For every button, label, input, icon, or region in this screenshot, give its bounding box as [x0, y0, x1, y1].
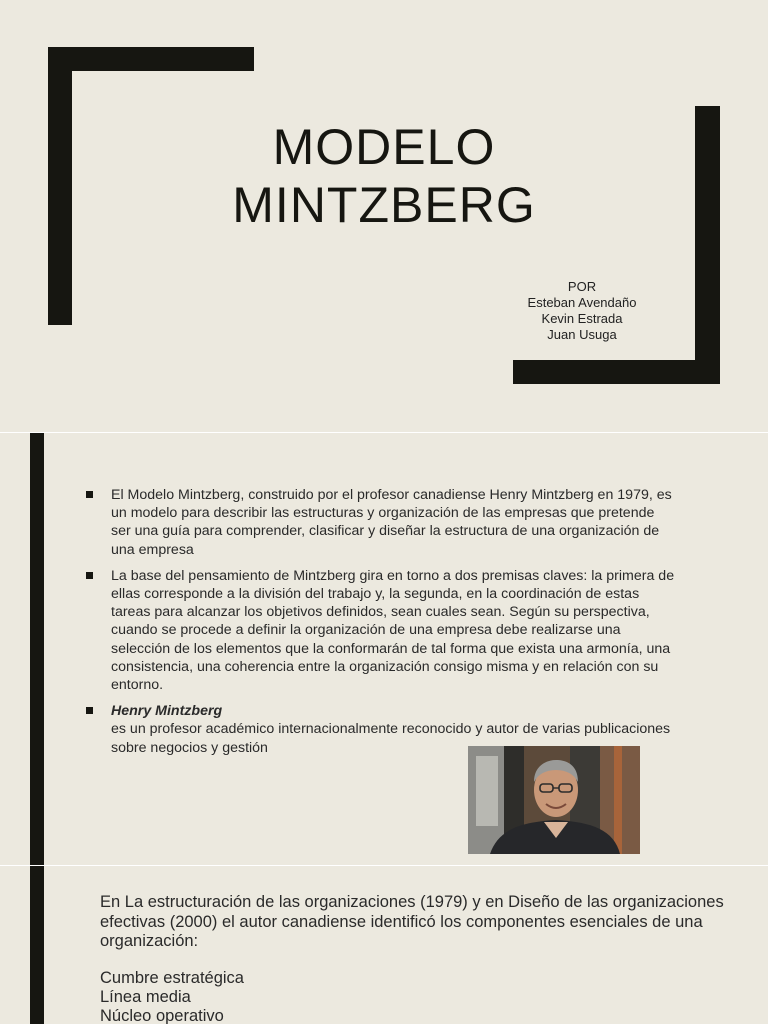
components-slide [0, 866, 768, 1024]
bullet-item [86, 486, 676, 559]
frame-top-left-horizontal [48, 47, 254, 71]
left-accent-bar [30, 433, 44, 865]
authors-block [482, 279, 682, 343]
square-bullet-icon [86, 707, 93, 714]
bullet-item [86, 567, 676, 694]
author-name: Juan Usuga [547, 327, 617, 342]
bullet-text: La base del pensamiento de Mintzberg gira en torno a dos premisas claves: la primera de ellas corresponde a la división del trabajo y, la segunda, en la coordinación de estas tareas para alcanzar los objetivos definidos, sean cuales sean. Según su perspectiva, cuando se procede a definir la organización de una empresa debe realizarse una selección de los elementos que la conformarán de tal forma que exista una armonía, una consistencia, una coherencia entre la organización consigo misma y en relación con su entorno. [111, 567, 675, 694]
bullet-text: es un profesor académico internacionalmente reconocido y autor de varias publicaciones sobre negocios y gestión [111, 721, 671, 756]
intro-paragraph: En La estructuración de las organizaciones (1979) y en Diseño de las organizaciones efectivas (2000) el autor canadiense identificó los componentes esenciales de una organización: [100, 893, 724, 950]
authors-prefix: POR [567, 279, 597, 294]
title-line-2: MINTZBERG [232, 177, 536, 233]
square-bullet-icon [86, 491, 93, 498]
frame-bottom-right-horizontal [513, 360, 720, 384]
slide-title [0, 118, 768, 234]
components-list [100, 969, 244, 1024]
person-name: Henry Mintzberg [111, 703, 223, 720]
portrait-photo [468, 746, 640, 854]
list-item: Núcleo operativo [100, 1007, 224, 1024]
author-name: Esteban Avendaño [527, 295, 637, 310]
title-slide [0, 0, 768, 432]
list-item: Cumbre estratégica [100, 969, 244, 987]
square-bullet-icon [86, 572, 93, 579]
bullet-list [86, 486, 676, 765]
left-accent-bar [30, 866, 44, 1024]
title-line-1: MODELO [272, 119, 496, 175]
list-item: Línea media [100, 988, 191, 1006]
portrait-illustration [468, 746, 640, 854]
bullet-text: El Modelo Mintzberg, construido por el profesor canadiense Henry Mintzberg en 1979, es un modelo para describir las estructuras y organización de las empresas que pretende ser una guía para comprender, clasificar y diseñar la estructura de una organización de una empresa [111, 487, 672, 558]
content-slide [0, 433, 768, 865]
author-name: Kevin Estrada [541, 311, 623, 326]
